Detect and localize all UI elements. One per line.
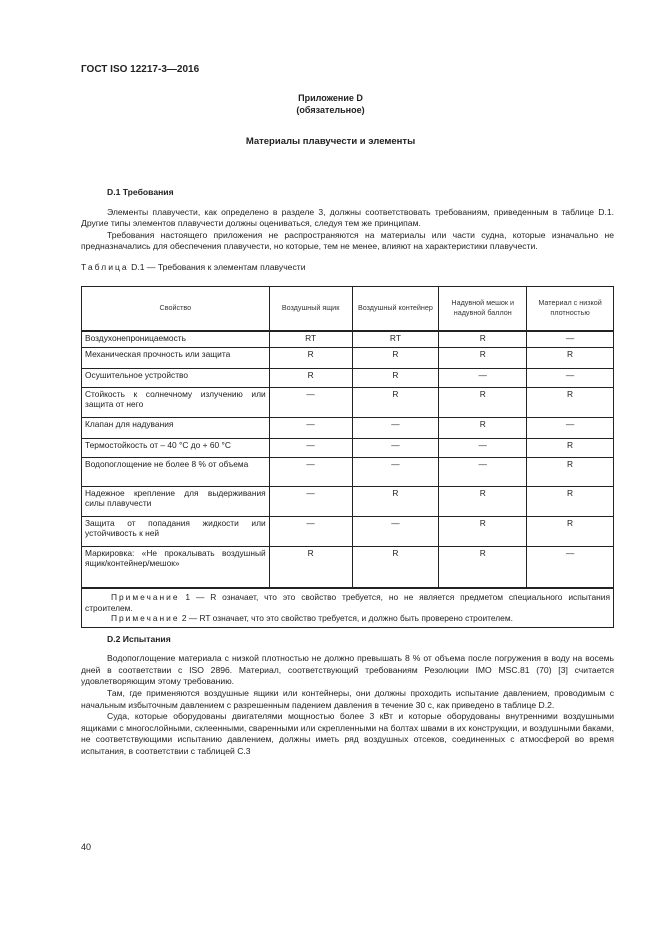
section-title: Материалы плавучести и элементы (245, 136, 416, 147)
column-header: Свойство (82, 286, 270, 331)
note-text: 1 — R означает, что это свойство требуется, но не является предметом специального испытания строителем. (85, 592, 610, 613)
section-d1 (81, 187, 614, 758)
requirements-table (81, 286, 614, 628)
table-row (82, 516, 614, 546)
table-cell: RT (269, 331, 352, 347)
table-row (82, 347, 614, 368)
table-cell: R (439, 516, 527, 546)
table-cell: — (352, 438, 439, 457)
document-header: ГОСТ ISO 12217-3—2016 (81, 64, 200, 75)
table-cell: — (527, 331, 614, 347)
d2-heading: D.2 Испытания (107, 633, 171, 644)
table-cell: — (269, 387, 352, 417)
table-row (82, 438, 614, 457)
table-cell: R (527, 516, 614, 546)
table-row (82, 486, 614, 516)
property-cell: Воздухонепроницаемость (82, 331, 270, 347)
paragraph: Там, где применяются воздушные ящики или контейнеры, они должны проходить испытание давлением, проводимым с начальным избыточным давлением с разрешенным падением давления в течение 30 с, как приведено в таблице D.2. (81, 687, 614, 710)
caption-label: Таблица (81, 261, 129, 272)
table-cell: — (269, 417, 352, 438)
table-cell: R (269, 347, 352, 368)
table-cell: — (439, 368, 527, 387)
table-cell: R (269, 368, 352, 387)
table-cell: R (439, 546, 527, 588)
property-cell: Водопоглощение не более 8 % от объема (82, 457, 270, 486)
table-cell: — (352, 516, 439, 546)
table-cell: R (439, 347, 527, 368)
table-cell: R (352, 347, 439, 368)
table-cell: — (352, 457, 439, 486)
property-cell: Термостойкость от – 40 °C до + 60 °C (82, 438, 270, 457)
table-cell: R (352, 546, 439, 588)
note-text: 2 — RT означает, что это свойство требуется, и должно быть проверено строителем. (181, 613, 513, 624)
caption-text: D.1 — Требования к элементам плавучести (131, 261, 306, 272)
table-cell: — (269, 516, 352, 546)
column-header: Надувной мешок и надувной баллон (439, 286, 527, 331)
d1-heading: D.1 Требования (107, 187, 174, 197)
property-cell: Осушительное устройство (82, 368, 270, 387)
table-cell: RT (352, 331, 439, 347)
property-cell: Надежное крепление для выдерживания силы плавучести (82, 486, 270, 516)
column-header: Воздушный контейнер (352, 286, 439, 331)
table-cell: R (352, 368, 439, 387)
column-header: Материал с низкой плотностью (527, 286, 614, 331)
table-cell: R (527, 347, 614, 368)
table-cell: R (439, 387, 527, 417)
note-label: Примечание (111, 592, 180, 603)
paragraph: Элементы плавучести, как определено в разделе 3, должны соответствовать требованиям, приведенным в таблице D.1. Другие типы элементов плавучести должны оцениваться, следуя тем же принципам. (81, 206, 614, 229)
page-number: 40 (81, 842, 92, 852)
table-cell: — (269, 486, 352, 516)
table-cell: R (439, 417, 527, 438)
table-caption (81, 262, 614, 274)
appendix-title: Приложение D (298, 93, 363, 103)
property-cell: Защита от попадания жидкости или устойчивость к ней (82, 516, 270, 546)
table-cell: R (527, 457, 614, 486)
appendix-subtitle: (обязательное) (296, 105, 365, 115)
table-cell: R (439, 331, 527, 347)
paragraph: Водопоглощение материала с низкой плотностью не должно превышать 8 % от объема после погружения в воду на восемь дней в соответствии с ISO 2896. Материал, соответствующий требованиям Резолюции IMO MSC.81 (70) [3] считается удовлетворяющим этому требованию. (81, 653, 614, 687)
table-row (82, 417, 614, 438)
note (85, 592, 610, 613)
table-cell: — (527, 417, 614, 438)
table-row (82, 368, 614, 387)
table-cell: R (527, 387, 614, 417)
property-cell: Клапан для надувания (82, 417, 270, 438)
table-cell: — (439, 457, 527, 486)
note (85, 613, 610, 624)
table-row (82, 387, 614, 417)
table-cell: — (527, 368, 614, 387)
column-header: Воздушный ящик (269, 286, 352, 331)
table-cell: — (439, 438, 527, 457)
paragraph: Требования настоящего приложения не распространяются на материалы или части судна, которые изначально не предназначались для обеспечения плавучести, но которые, тем не менее, влияют на характеристики плавучести. (81, 229, 614, 252)
paragraph: Суда, которые оборудованы двигателями мощностью более 3 кВт и которые оборудованы внутренними воздушными ящиками с многослойными, склеенными, сваренными или скрепленными на болтах швами в их конструкции, и воздушными баками, не соответствующими испытанию давлением, должны иметь ряд воздушных отсеков, соединенных с атмосферой во время испытания, в соответствии с таблицей С.3 (81, 711, 614, 756)
table-row (82, 457, 614, 486)
table-cell: — (269, 438, 352, 457)
note-label: Примечание (111, 613, 180, 624)
table-cell: — (352, 417, 439, 438)
table-cell: — (527, 546, 614, 588)
table-cell: R (352, 387, 439, 417)
table-row (82, 331, 614, 347)
table-cell: R (352, 486, 439, 516)
property-cell: Механическая прочность или защита (82, 347, 270, 368)
property-cell: Маркировка: «Не прокалывать воздушный ящик/контейнер/мешок» (82, 546, 270, 588)
table-cell: — (269, 457, 352, 486)
table-cell: R (527, 486, 614, 516)
table-cell: R (439, 486, 527, 516)
table-row (82, 546, 614, 588)
table-notes (82, 588, 614, 627)
table-cell: R (527, 438, 614, 457)
table-cell: R (269, 546, 352, 588)
property-cell: Стойкость к солнечному излучению или защита от него (82, 387, 270, 417)
